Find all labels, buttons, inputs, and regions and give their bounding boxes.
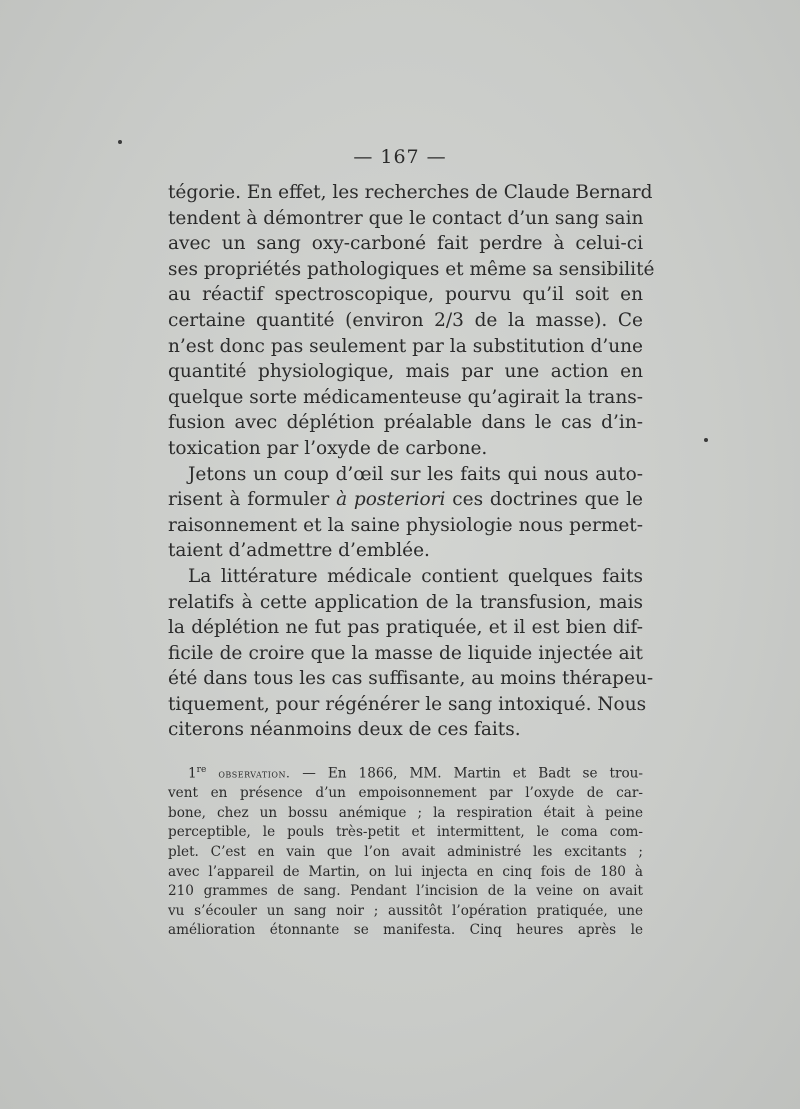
text-line: tendent à démontrer que le contact d’un sang sain — [168, 207, 644, 229]
italic-phrase: à posteriori — [336, 489, 446, 511]
paper-speck — [704, 438, 708, 442]
paper-speck — [118, 140, 122, 144]
text-line: n’est donc pas seulement par la substitution d’une — [168, 335, 643, 357]
text-run: risent à formuler — [168, 489, 337, 511]
paragraph-1 — [168, 180, 655, 462]
text-line: ses propriétés pathologiques et même sa sensibilité — [168, 258, 655, 280]
observation-ordinal: re — [196, 765, 207, 775]
text-line: citerons néanmoins deux de ces faits. — [168, 719, 521, 741]
text-line: certaine quantité (environ 2/3 de la masse). Ce — [168, 309, 643, 331]
text-line: Jetons un coup d’œil sur les faits qui nous auto- — [188, 463, 643, 485]
text-line: avec l’appareil de Martin, on lui injecta en cinq fois de 180 à — [168, 863, 643, 880]
text-line: toxication par l’oxyde de carbone. — [168, 437, 488, 459]
text-line: fusion avec déplétion préalable dans le cas d’in- — [168, 412, 643, 434]
paragraph-2 — [168, 462, 643, 564]
main-text — [168, 180, 655, 743]
text-line — [168, 761, 643, 784]
text-line: avec un sang oxy-carboné fait perdre à celui-ci — [168, 233, 643, 255]
paragraph-3 — [168, 564, 654, 743]
text-line: ficile de croire que la masse de liquide injectée ait — [168, 642, 643, 664]
text-run: ces doctrines que le — [445, 489, 644, 511]
text-line: raisonnement et la saine physiologie nous permet- — [168, 514, 643, 536]
page-number: — 167 — — [353, 146, 447, 168]
text-run: — En 1866, MM. Martin et Badt se trou- — [290, 765, 644, 782]
text-line: vu s’écouler un sang noir ; aussitôt l’opération pratiquée, une — [168, 902, 643, 919]
text-line: bone, chez un bossu anémique ; la respiration était à peine — [168, 804, 643, 821]
observation-note — [168, 761, 643, 941]
text-line: tiquement, pour régénérer le sang intoxiqué. Nous — [168, 693, 647, 715]
text-line: été dans tous les cas suffisante, au moins thérapeu- — [168, 668, 654, 690]
text-line: taient d’admettre d’emblée. — [168, 540, 430, 562]
text-line: quantité physiologique, mais par une action en — [168, 361, 643, 383]
text-line: plet. C’est en vain que l’on avait administré les excitants ; — [168, 843, 643, 860]
text-line: relatifs à cette application de la transfusion, mais — [168, 591, 643, 613]
text-line: 210 grammes de sang. Pendant l’incision de la veine on avait — [168, 883, 643, 900]
text-line: La littérature médicale contient quelques faits — [188, 565, 643, 587]
text-line: la déplétion ne fut pas pratiquée, et il est bien dif- — [168, 617, 643, 639]
observation-label: observation. — [218, 766, 291, 781]
text-line: vent en présence d’un empoisonnement par l’oxyde de car- — [168, 785, 643, 802]
text-line: tégorie. En effet, les recherches de Claude Bernard — [168, 182, 653, 203]
text-line: quelque sorte médicamenteuse qu’agirait la trans- — [168, 386, 643, 408]
observation-number: 1 — [188, 765, 197, 782]
text-line: perceptible, le pouls très-petit et intermittent, le coma com- — [168, 824, 643, 841]
text-line: au réactif spectroscopique, pourvu qu’il soit en — [168, 284, 643, 306]
text-line: amélioration étonnante se manifesta. Cinq heures après le — [168, 922, 643, 939]
text-line — [168, 487, 643, 513]
